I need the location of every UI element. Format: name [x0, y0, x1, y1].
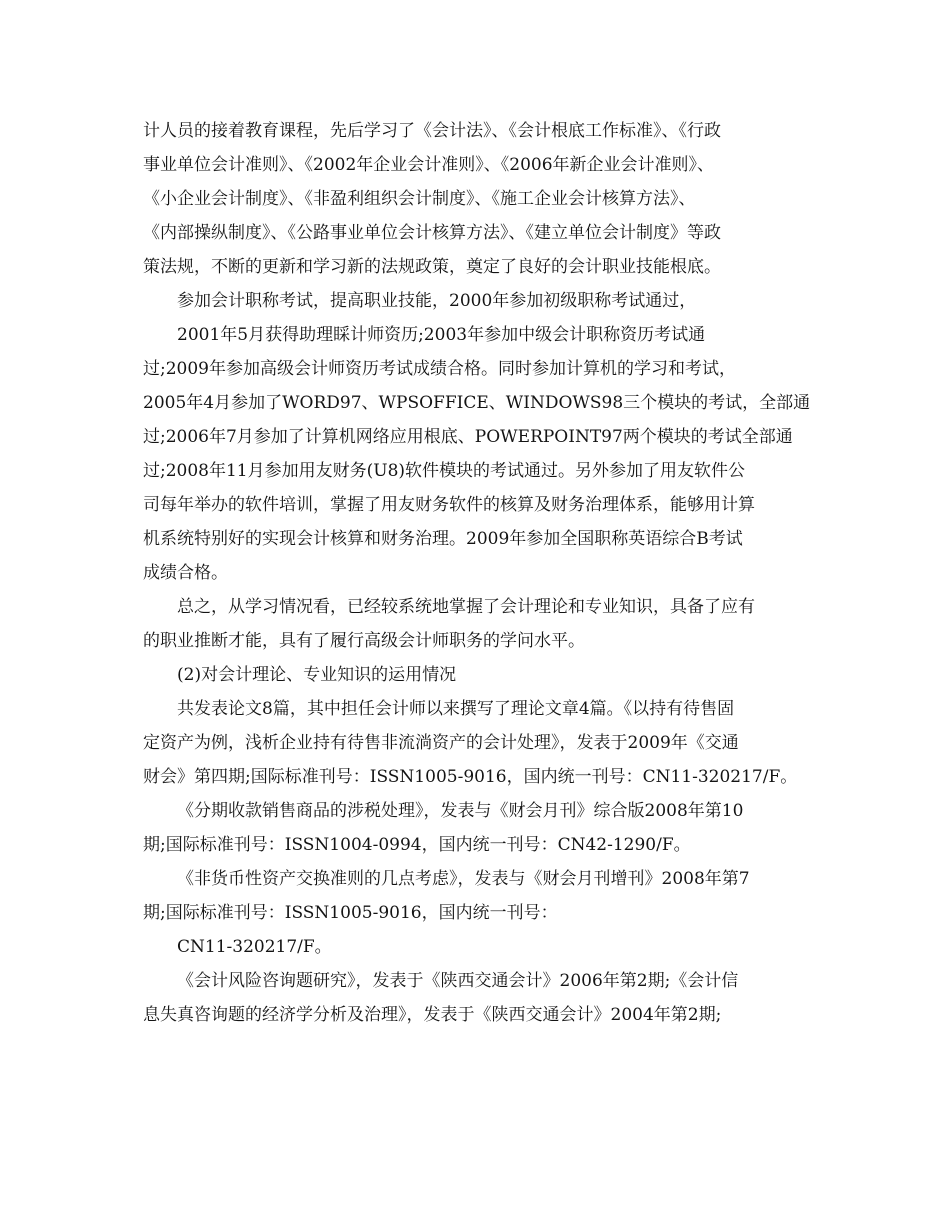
text-line: 2001年5月获得助理睬计师资历;2003年参加中级会计职称资历考试通	[177, 325, 706, 345]
text-line: 共发表论文8篇，其中担任会计师以来撰写了理论文章4篇。《以持有待售固	[177, 699, 735, 719]
text-line: 策法规，不断的更新和学习新的法规政策，奠定了良好的会计职业技能根底。	[143, 257, 721, 277]
text-line: 司每年举办的软件培训，掌握了用友财务软件的核算及财务治理体系，能够用计算	[143, 495, 755, 515]
text-line: 事业单位会计准则》、《2002年企业会计准则》、《2006年新企业会计准则》、	[143, 155, 715, 175]
text-line: 定资产为例，浅析企业持有待售非流淌资产的会计处理》，发表于2009年《交通	[143, 733, 739, 753]
section-heading: (2)对会计理论、专业知识的运用情况	[177, 665, 457, 685]
text-line: 《会计风险咨询题研究》，发表于《陕西交通会计》2006年第2期;《会计信	[177, 971, 739, 991]
text-line: 过;2008年11月参加用友财务(U8)软件模块的考试通过。另外参加了用友软件公	[143, 461, 746, 481]
text-line: 机系统特别好的实现会计核算和财务治理。2009年参加全国职称英语综合B考试	[143, 529, 743, 549]
text-line: 期;国际标准刊号：ISSN1005-9016，国内统一刊号：	[143, 903, 558, 923]
text-line: 《分期收款销售商品的涉税处理》，发表与《财会月刊》综合版2008年第10	[177, 801, 744, 821]
text-line: 期;国际标准刊号：ISSN1004-0994，国内统一刊号：CN42-1290/F。	[143, 835, 691, 855]
text-line: 过;2009年参加高级会计师资历考试成绩合格。同时参加计算机的学习和考试，	[143, 359, 736, 379]
text-line: 财会》第四期;国际标准刊号：ISSN1005-9016，国内统一刊号：CN11-320217/F。	[143, 767, 798, 787]
text-line: CN11-320217/F。	[177, 937, 332, 957]
text-line: 《小企业会计制度》、《非盈利组织会计制度》、《施工企业会计核算方法》、	[143, 189, 696, 209]
text-line: 息失真咨询题的经济学分析及治理》，发表于《陕西交通会计》2004年第2期;	[143, 1005, 722, 1025]
text-line: 成绩合格。	[143, 563, 228, 583]
text-line: 《非货币性资产交换准则的几点考虑》，发表与《财会月刊增刊》2008年第7	[177, 869, 750, 889]
text-line: 的职业推断才能，具有了履行高级会计师职务的学问水平。	[143, 631, 585, 651]
text-line: 计人员的接着教育课程，先后学习了《会计法》、《会计根底工作标准》、《行政	[143, 121, 721, 141]
text-line: 过;2006年7月参加了计算机网络应用根底、POWERPOINT97两个模块的考试全部通	[143, 427, 793, 447]
text-line: 参加会计职称考试，提高职业技能，2000年参加初级职称考试通过，	[177, 291, 697, 311]
text-line: 《内部操纵制度》、《公路事业单位会计核算方法》、《建立单位会计制度》等政	[143, 223, 721, 243]
text-line: 2005年4月参加了WORD97、WPSOFFICE、WINDOWS98三个模块的考试，全部通	[143, 393, 811, 413]
text-line: 总之，从学习情况看，已经较系统地掌握了会计理论和专业知识，具备了应有	[177, 597, 755, 617]
